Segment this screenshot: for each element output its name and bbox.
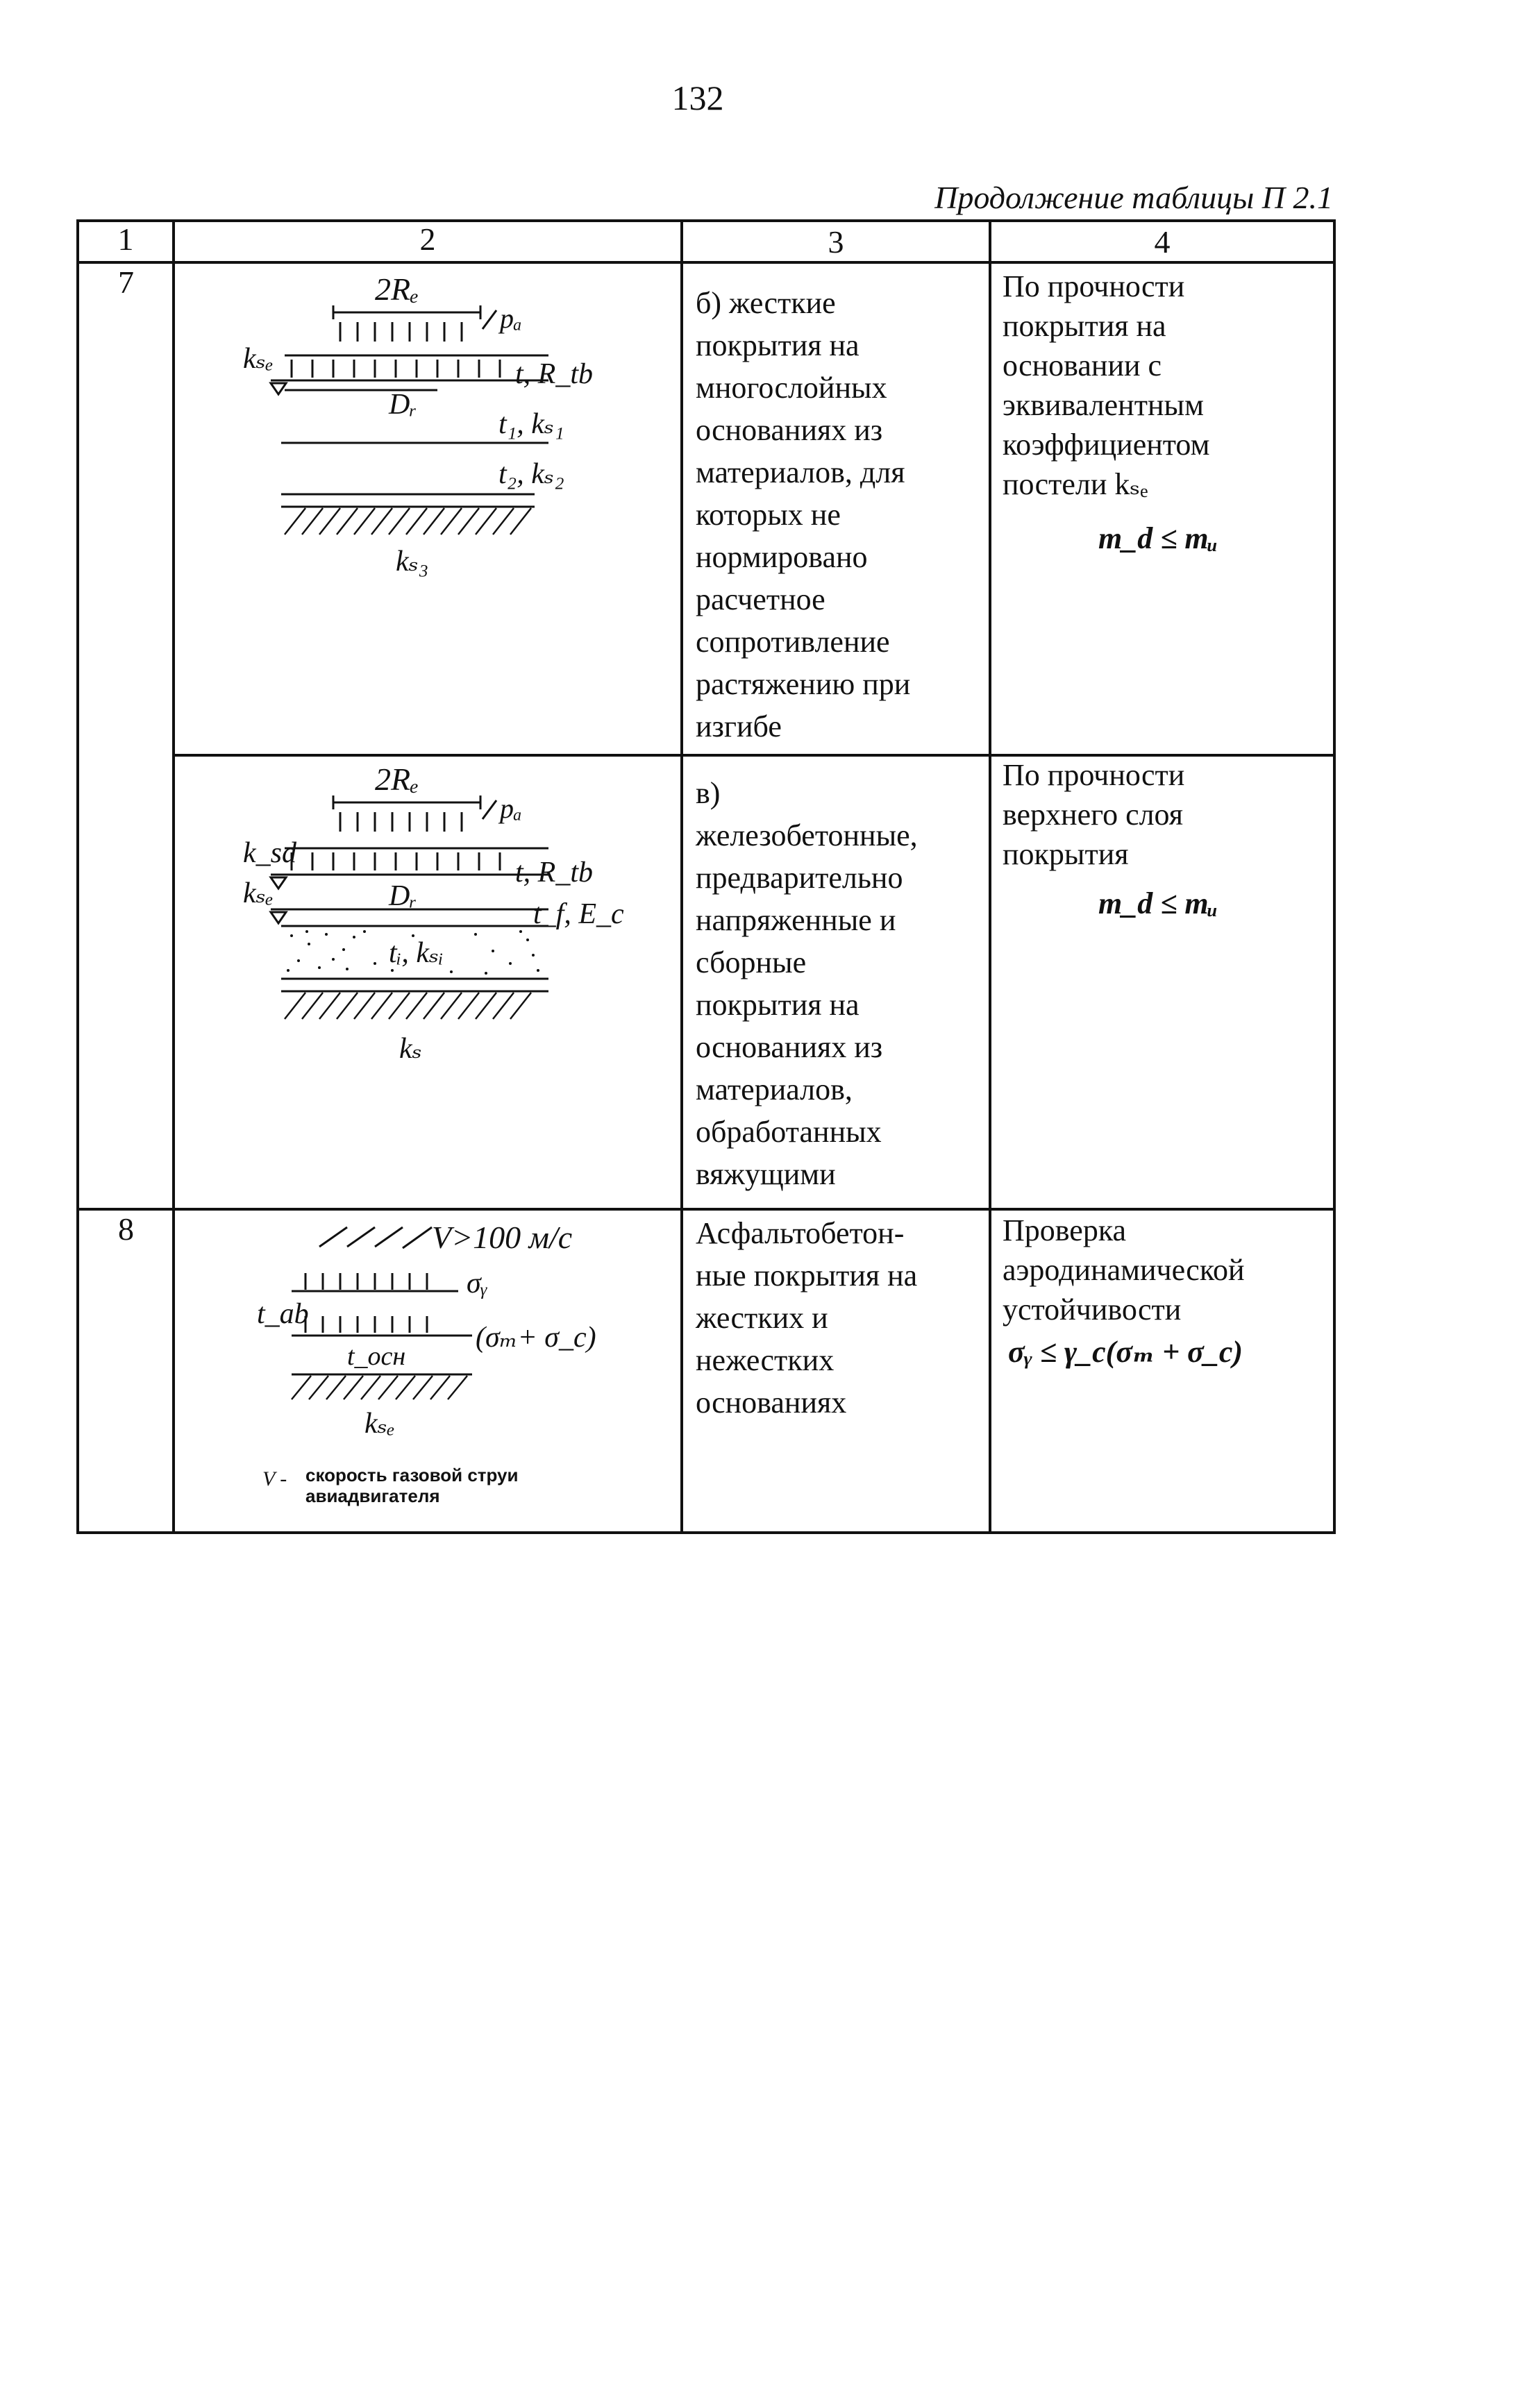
label-pa: pₐ (500, 793, 522, 824)
label-kse: kₛₑ (364, 1408, 395, 1440)
label-sigma-sum: (σₘ+ σ_c) (476, 1322, 596, 1354)
label-tab: t_ab (257, 1298, 309, 1330)
label-t2-ks2: t₂, kₛ₂ (498, 458, 564, 490)
header-col-1: 1 (117, 221, 134, 257)
row7b-condition: m_d ≤ mᵤ (1098, 521, 1218, 555)
legend-v-description: скорость газовой струи авиадвигателя (305, 1465, 519, 1506)
label-tf-ec: t_f, E_c (533, 898, 624, 930)
label-t-rtb: t, R_tb (515, 358, 593, 390)
label-t-rtb: t, R_tb (515, 857, 593, 889)
label-pa: pₐ (500, 303, 522, 334)
label-sigma-y: σᵧ (467, 1268, 488, 1299)
label-velocity: V>100 м/с (432, 1220, 573, 1255)
page-number: 132 (671, 78, 724, 117)
header-col-2: 2 (419, 221, 436, 257)
label-ksd: k_sd (243, 837, 296, 869)
header-col-4: 4 (1154, 224, 1171, 260)
label-t1-ks1: t₁, kₛ₁ (498, 408, 564, 440)
label-dr: Dᵣ (389, 880, 417, 912)
label-kse: kₛₑ (243, 343, 274, 375)
legend-v-symbol: V - (262, 1467, 287, 1490)
row7v-condition: m_d ≤ mᵤ (1098, 886, 1218, 920)
row7b-col3-text: б) жесткие покрытия на многослойных основаниях из материалов, для которых не нормировано расчетное сопротивление растяжению при изгибе (696, 286, 911, 743)
label-kse: kₛₑ (243, 877, 274, 909)
label-ks3: kₛ₃ (396, 546, 429, 578)
row-number: 7 (118, 264, 134, 300)
label-2re: 2Rₑ (375, 762, 419, 797)
table-continuation-caption: Продолжение таблицы П 2.1 (934, 180, 1333, 215)
label-ti-ksi: tᵢ, kₛᵢ (389, 937, 444, 969)
diagram-asphalt-jet-blast (250, 1213, 639, 1442)
row8-col4-text: Проверка аэродинамической устойчивости (1003, 1213, 1245, 1327)
row7v-col3-text: в) железобетонные, предварительно напряженные и сборные покрытия на основаниях из материалов, обработанных вяжущими (696, 776, 918, 1191)
label-dr: Dᵣ (389, 389, 417, 421)
label-2re: 2Rₑ (375, 272, 419, 307)
row-number: 8 (118, 1211, 134, 1247)
diagram-rigid-multilayer (243, 272, 632, 584)
label-t-osn: t_осн (347, 1342, 406, 1371)
label-ks: kₛ (399, 1033, 422, 1065)
row8-col3-text: Асфальтобетон- ные покрытия на жестких и нежестких основаниях (696, 1216, 918, 1420)
row8-condition: σᵧ ≤ γ_c(σₘ + σ_c) (1008, 1335, 1243, 1369)
header-col-3: 3 (828, 224, 844, 260)
row7b-col4-text: По прочности покрытия на основании с эквивалентным коэффициентом постели kₛₑ (1003, 269, 1210, 501)
row7v-col4-text: По прочности верхнего слоя покрытия (1003, 758, 1185, 871)
diagram-reinforced-concrete (243, 762, 632, 1075)
